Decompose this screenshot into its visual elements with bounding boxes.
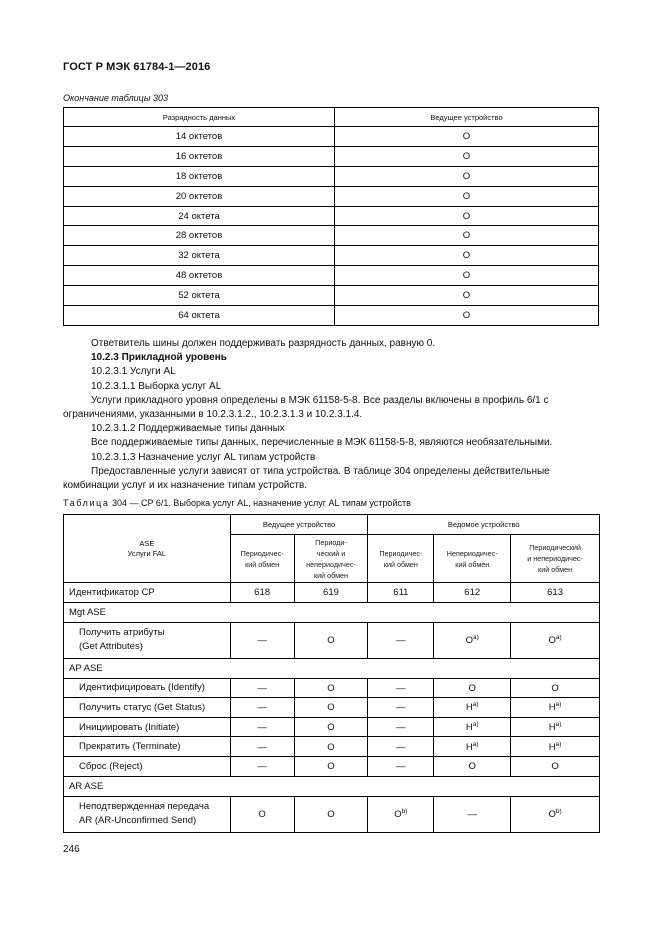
table-cell: — (230, 737, 294, 757)
table-row (64, 146, 599, 166)
table-row (64, 306, 599, 326)
table-row (64, 266, 599, 286)
table-cell: O (335, 266, 599, 286)
table-cell: — (368, 622, 434, 658)
section-label: AR ASE (64, 776, 600, 796)
table-row (64, 737, 600, 757)
table-cell: — (230, 756, 294, 776)
table-cell: O (335, 306, 599, 326)
section-label: Mgt ASE (64, 602, 600, 622)
table-cell: 32 октета (64, 246, 335, 266)
table-cell: O (294, 756, 368, 776)
table-header-row (64, 108, 599, 127)
page-number: 246 (63, 844, 80, 855)
table-cell: O (294, 737, 368, 757)
table-cell: 611 (368, 583, 434, 603)
section-row (64, 776, 600, 796)
row-label: Идентифицировать (Identify) (64, 678, 231, 698)
paragraph: Предоставленные услуги зависят от типа устройства. В таблице 304 определены действительные комбинации услуг и их назначение типам устройств. (63, 465, 550, 492)
table-303 (63, 107, 599, 326)
sub-header: Периодичес- кий обмен (368, 535, 434, 583)
master-group-header: Ведущее устройство (230, 515, 368, 535)
table-cell: O (294, 622, 368, 658)
table-cell: — (230, 678, 294, 698)
row-label: Идентификатор CP (64, 583, 231, 603)
table-cell: $H^{a)}$ (511, 737, 600, 757)
table-row (64, 206, 599, 226)
table-row (64, 796, 600, 832)
paragraph: Ответвитель шины должен поддерживать разрядность данных, равную 0. (91, 338, 436, 349)
table-cell: $H^{a)}$ (434, 698, 511, 718)
table-cell: 613 (511, 583, 600, 603)
caption-text: 304 — CP 6/1. Выборка услуг AL, назначение услуг AL типам устройств (112, 498, 411, 508)
table-cell: O (434, 756, 511, 776)
table-cell: O (335, 286, 599, 306)
row-label: Инициировать (Initiate) (64, 717, 231, 737)
table-cell: 18 октетов (64, 166, 335, 186)
table-cell: O (230, 796, 294, 832)
sub-header: Периодический и непериодичес- кий обмен (511, 535, 600, 583)
table-cell: O (434, 678, 511, 698)
paragraph: Услуги прикладного уровня определены в МЭК 61158-5-8. Все разделы включены в профиль 6/1 с ограничениями, указанными в 10.2.3.1.2., 10.2.3.1.3 и 10.2.3.1.4. (63, 394, 549, 421)
document-title: ГОСТ Р МЭК 61784-1—2016 (63, 61, 211, 73)
table-row (64, 622, 600, 658)
paragraph: Все поддерживаемые типы данных, перечисленные в МЭК 61158-5-8, являются необязательными. (91, 437, 553, 449)
section-row (64, 602, 600, 622)
section-label: AP ASE (64, 658, 600, 678)
sub-header: Периоди- ческий и непериодичес- кий обмен (294, 535, 368, 583)
table-cell: 24 октета (64, 206, 335, 226)
table-cell: — (230, 698, 294, 718)
table-cell: O (294, 698, 368, 718)
table-cell: O (294, 717, 368, 737)
table-cell: 20 октетов (64, 186, 335, 206)
table-cell: — (434, 796, 511, 832)
subsection-heading: 10.2.3.1 Услуги AL (91, 366, 176, 378)
table-cell: — (230, 622, 294, 658)
table-cell: $O^{a)}$ (511, 622, 600, 658)
table-cell: — (368, 717, 434, 737)
table-cell: $O^{b)}$ (368, 796, 434, 832)
row-label: Неподтвержденная передача AR (AR-Unconfirmed Send) (64, 796, 231, 832)
table-cell: — (368, 756, 434, 776)
table-cell: O (335, 186, 599, 206)
subsection-heading: 10.2.3.1.2 Поддерживаемые типы данных (91, 423, 285, 435)
subsection-heading: 10.2.3.1.1 Выборка услуг AL (91, 380, 222, 392)
table-cell: O (335, 146, 599, 166)
slave-group-header: Ведомое устройство (368, 515, 600, 535)
table-cell: 612 (434, 583, 511, 603)
sub-header: Непериодичес- кий обмен (434, 535, 511, 583)
table-cell: O (294, 678, 368, 698)
table-cell: $O^{a)}$ (434, 622, 511, 658)
table-row (64, 678, 600, 698)
table-row (64, 286, 599, 306)
row-label: Получить статус (Get Status) (64, 698, 231, 718)
table-cell: — (368, 698, 434, 718)
table-header-row (64, 515, 600, 535)
table-row (64, 127, 599, 147)
table-cell: O (511, 678, 600, 698)
row-label: Сброс (Reject) (64, 756, 231, 776)
table-row (64, 246, 599, 266)
table-cell: 14 октетов (64, 127, 335, 147)
section-row (64, 658, 600, 678)
table-row (64, 698, 600, 718)
table-cell: — (230, 717, 294, 737)
table-row (64, 756, 600, 776)
table-304 (63, 514, 600, 833)
table-cell: 64 октета (64, 306, 335, 326)
table-cell: $H^{a)}$ (511, 717, 600, 737)
table-cell: 619 (294, 583, 368, 603)
table-cell: $H^{a)}$ (511, 698, 600, 718)
section-heading: 10.2.3 Прикладной уровень (91, 352, 227, 364)
table-row (64, 166, 599, 186)
table-cell: 28 октетов (64, 226, 335, 246)
column-header: Разрядность данных (64, 108, 335, 127)
table-cell: $H^{a)}$ (434, 717, 511, 737)
table-cell: $O^{b)}$ (511, 796, 600, 832)
table-row (64, 226, 599, 246)
table-cell: 16 октетов (64, 146, 335, 166)
table-cell: O (335, 226, 599, 246)
table-cell: O (511, 756, 600, 776)
ase-header-line: ASE (139, 538, 155, 548)
table-cell: O (335, 127, 599, 147)
row-label: Прекратить (Terminate) (64, 737, 231, 757)
ase-header-line: Услуги FAL (127, 548, 167, 558)
table-row (64, 186, 599, 206)
body-text (63, 337, 599, 493)
subsection-heading: 10.2.3.1.3 Назначение услуг AL типам устройств (91, 451, 316, 463)
table-cell: 618 (230, 583, 294, 603)
table-cell: — (368, 737, 434, 757)
row-label: Получить атрибуты (Get Attributes) (64, 622, 231, 658)
table-cell: $H^{a)}$ (434, 737, 511, 757)
table-cell: 48 октетов (64, 266, 335, 286)
table-row (64, 717, 600, 737)
table-row (64, 583, 600, 603)
caption-word: Таблица (63, 498, 110, 508)
table-304-caption (63, 498, 411, 508)
table-cell: O (335, 206, 599, 226)
ase-header (64, 515, 231, 583)
table-cell: — (368, 678, 434, 698)
table-cell: O (335, 246, 599, 266)
table-cell: O (294, 796, 368, 832)
sub-header: Периодичес- кий обмен (230, 535, 294, 583)
table-cell: 52 октета (64, 286, 335, 306)
table-cell: O (335, 166, 599, 186)
column-header: Ведущее устройство (335, 108, 599, 127)
table-303-caption: Окончание таблицы 303 (63, 93, 168, 103)
